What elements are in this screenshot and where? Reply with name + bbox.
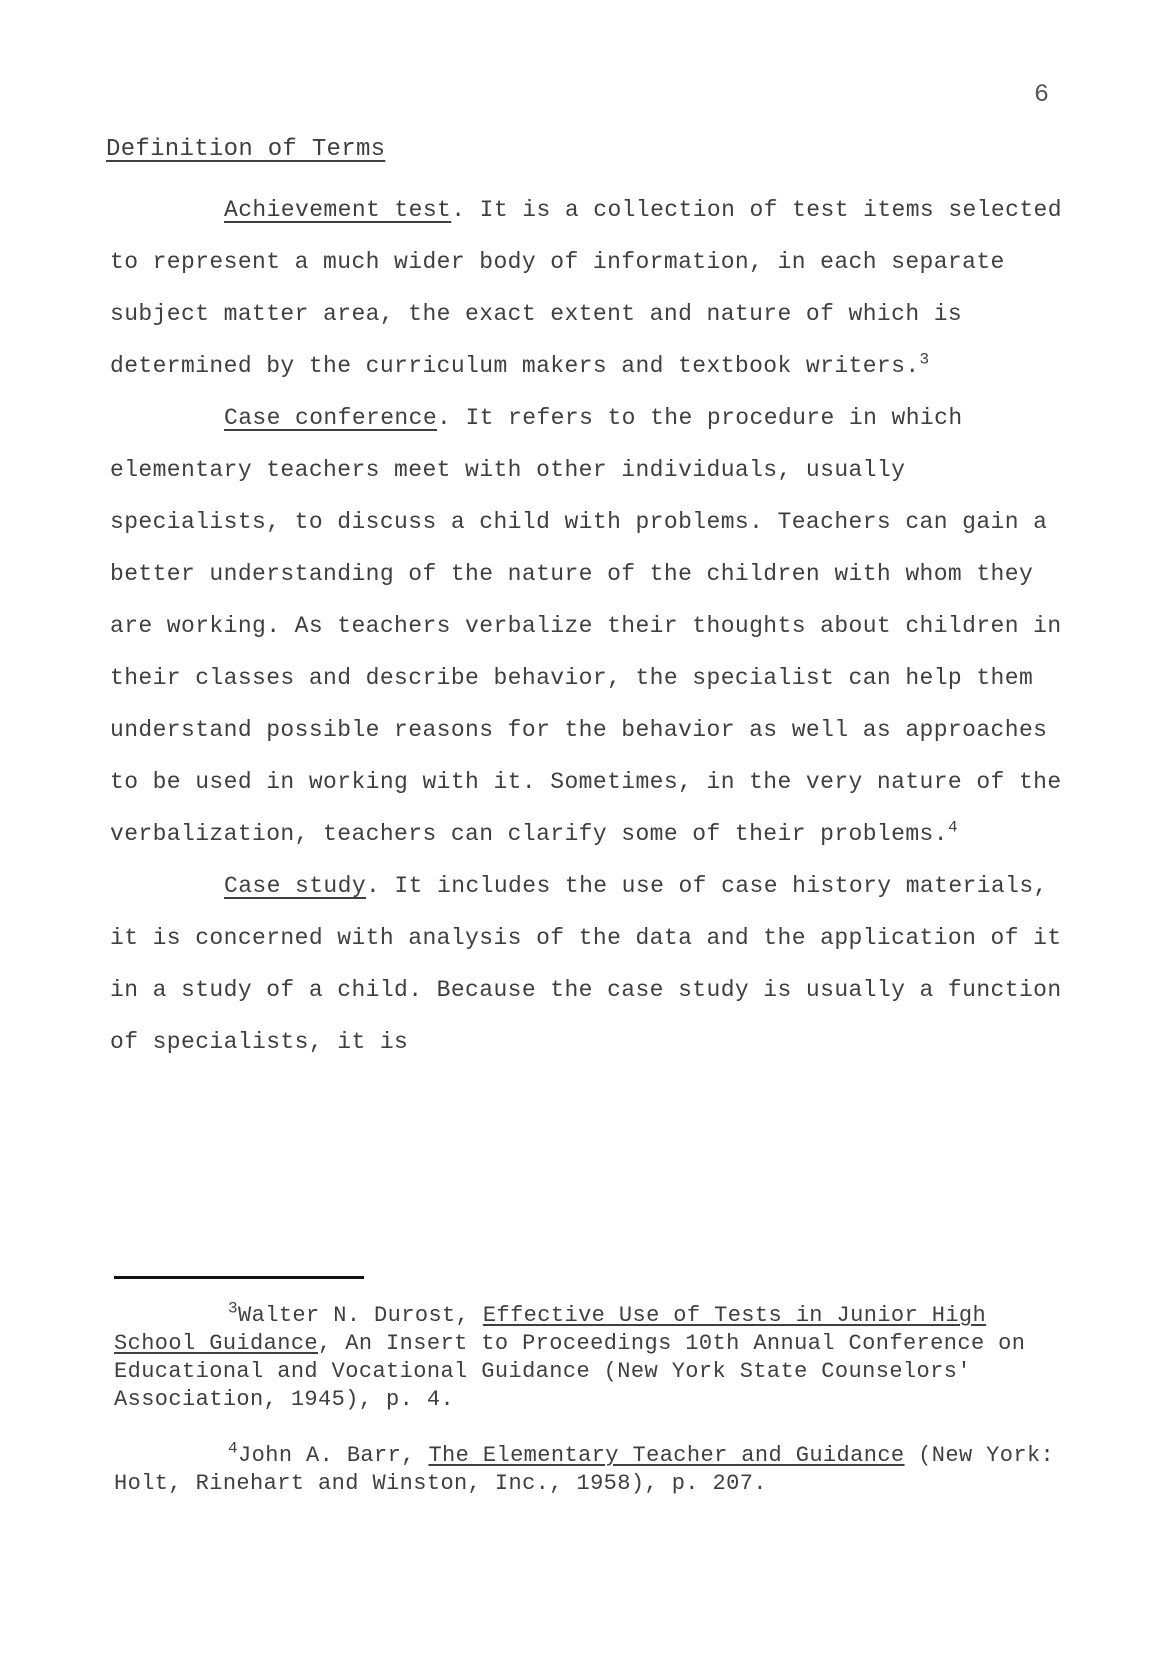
- footnote-details: , An Insert to Proceedings 10th Annual Conference on Educational and Vocational Guidance (New York State Counselors' Association, 1945), p. 4.: [114, 1331, 1026, 1412]
- footnote-divider: [114, 1276, 364, 1279]
- term-achievement-test: Achievement test: [224, 197, 452, 223]
- footnote-author: Walter N. Durost,: [238, 1303, 483, 1328]
- section-heading: Definition of Terms: [106, 136, 386, 163]
- term-case-study: Case study: [224, 873, 367, 899]
- paragraph-achievement-test: [110, 184, 1085, 392]
- paragraph-case-study: [110, 860, 1085, 1068]
- footnote-4: [114, 1439, 1064, 1498]
- footnotes: [114, 1299, 1064, 1526]
- body-text: [110, 184, 1085, 1068]
- footnote-ref: 4: [947, 818, 958, 837]
- paragraph-text: . It includes the use of case history materials, it is concerned with analysis of the data and the application of it in a study of a child. Because the case study is usually a function of specialists, it is: [110, 873, 1062, 1055]
- page-number: 6: [1034, 80, 1050, 109]
- footnote-mark: 3: [228, 1299, 239, 1318]
- paragraph-text: . It refers to the procedure in which elementary teachers meet with other individuals, usually specialists, to discuss a child with problems. Teachers can gain a better understanding of the nature of the children with whom they are working. As teachers verbalize their thoughts about children in their classes and describe behavior, the specialist can help them understand possible reasons for the behavior as well as approaches to be used in working with it. Sometimes, in the very nature of the verbalization, teachers can clarify some of their problems.: [110, 405, 1062, 847]
- term-case-conference: Case conference: [224, 405, 438, 431]
- footnote-author: John A. Barr,: [238, 1443, 429, 1468]
- footnote-title: The Elementary Teacher and Guidance: [428, 1443, 905, 1468]
- footnote-title: Effective Use of Tests in Junior High School Guidance: [114, 1303, 987, 1356]
- footnote-3: [114, 1299, 1064, 1414]
- paragraph-text: . It is a collection of test items selected to represent a much wider body of information, in each separate subject matter area, the exact extent and nature of which is determined by the curriculum makers and textbook writers.: [110, 197, 1062, 379]
- footnote-details: (New York: Holt, Rinehart and Winston, Inc., 1958), p. 207.: [114, 1443, 1055, 1496]
- footnote-ref: 3: [919, 350, 930, 369]
- paragraph-case-conference: [110, 392, 1085, 860]
- footnote-mark: 4: [228, 1439, 239, 1458]
